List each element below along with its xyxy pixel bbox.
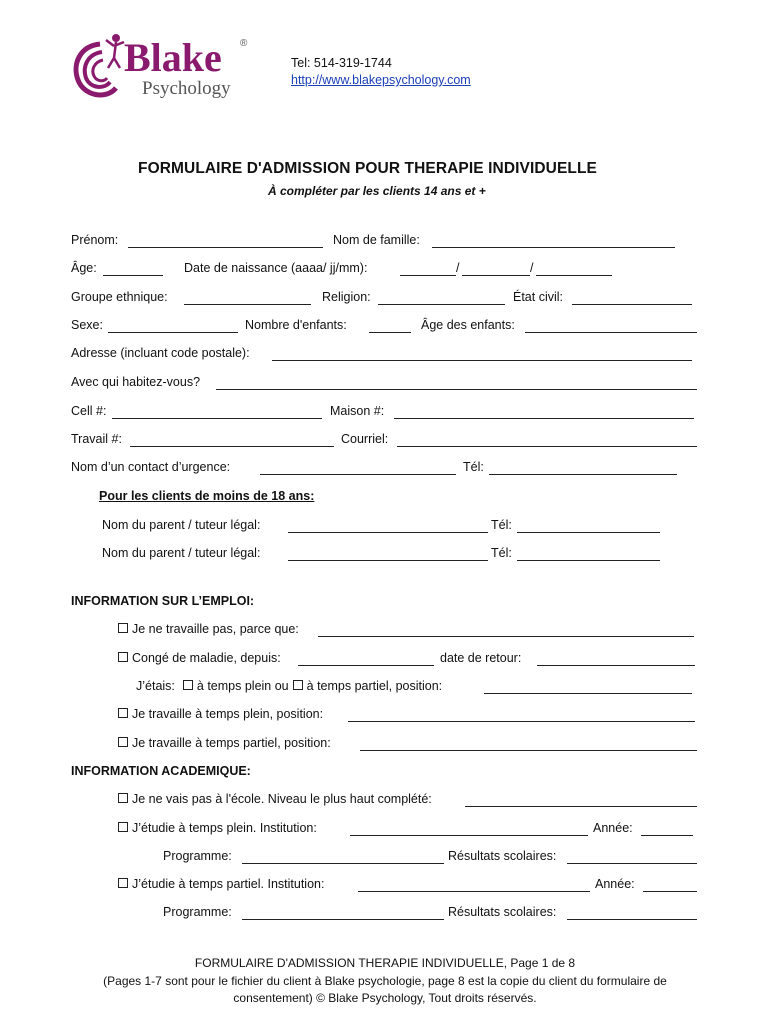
not-school-row [118, 792, 432, 806]
not-working-checkbox[interactable] [118, 623, 128, 633]
religion-label: Religion: [322, 290, 371, 304]
institution1-field[interactable] [350, 835, 588, 836]
age-label: Âge: [71, 261, 97, 275]
maison-field[interactable] [394, 418, 694, 419]
age-enfants-field[interactable] [525, 332, 697, 333]
religion-field[interactable] [378, 304, 505, 305]
nom-famille-label: Nom de famille: [333, 233, 420, 247]
study-part-label: J’étudie à temps partiel. Institution: [132, 877, 325, 891]
annee1-label: Année: [593, 821, 633, 835]
study-full-label: J’étudie à temps plein. Institution: [132, 821, 317, 835]
age-field[interactable] [103, 275, 163, 276]
work-part-row [118, 736, 331, 750]
sick-leave-label: Congé de maladie, depuis: [132, 651, 281, 665]
nom-famille-field[interactable] [432, 247, 675, 248]
position-field[interactable] [484, 693, 692, 694]
was-row [136, 679, 442, 693]
logo-name: Blake [124, 35, 222, 80]
annee2-label: Année: [595, 877, 635, 891]
date-month-field[interactable] [536, 275, 612, 276]
work-part-field[interactable] [360, 750, 697, 751]
courriel-label: Courriel: [341, 432, 389, 446]
not-working-label: Je ne travaille pas, parce que: [132, 622, 299, 636]
cell-label: Cell #: [71, 404, 107, 418]
return-date-label: date de retour: [440, 651, 522, 665]
academic-heading: INFORMATION ACADEMIQUE: [71, 764, 251, 778]
work-full-field[interactable] [348, 721, 695, 722]
prenom-label: Prénom: [71, 233, 119, 247]
phone: Tel: 514-319-1744 [291, 56, 392, 70]
study-full-checkbox[interactable] [118, 822, 128, 832]
groupe-ethnique-field[interactable] [184, 304, 311, 305]
travail-label: Travail #: [71, 432, 122, 446]
parent1-field[interactable] [288, 532, 488, 533]
study-full-row [118, 821, 317, 835]
age-enfants-label: Âge des enfants: [421, 318, 515, 332]
employment-heading: INFORMATION SUR L’EMPLOI: [71, 594, 255, 608]
return-date-field[interactable] [537, 665, 695, 666]
travail-field[interactable] [130, 446, 334, 447]
adresse-label: Adresse (incluant code postale): [71, 346, 250, 360]
parent2-label: Nom du parent / tuteur légal: [102, 546, 261, 560]
tel1-field[interactable] [517, 532, 660, 533]
habitez-label: Avec qui habitez-vous? [71, 375, 201, 389]
etat-civil-field[interactable] [572, 304, 692, 305]
work-part-label: Je travaille à temps partiel, position: [132, 736, 331, 750]
programme2-label: Programme: [163, 905, 232, 919]
not-working-field[interactable] [318, 636, 694, 637]
courriel-field[interactable] [397, 446, 697, 447]
parent1-label: Nom du parent / tuteur légal: [102, 518, 261, 532]
adresse-field[interactable] [272, 360, 692, 361]
was-label: J’étais: [136, 679, 175, 693]
habitez-field[interactable] [216, 389, 697, 390]
not-school-label: Je ne vais pas à l'école. Niveau le plus haut complété: [132, 792, 432, 806]
annee1-field[interactable] [641, 835, 693, 836]
nombre-enfants-label: Nombre d'enfants: [245, 318, 347, 332]
work-full-checkbox[interactable] [118, 708, 128, 718]
sexe-field[interactable] [108, 332, 238, 333]
footer-line-1: FORMULAIRE D'ADMISSION THERAPIE INDIVIDUELLE, Page 1 de 8 [194, 956, 576, 970]
sexe-label: Sexe: [71, 318, 103, 332]
contact-urgence-field[interactable] [260, 474, 456, 475]
resultats1-label: Résultats scolaires: [448, 849, 557, 863]
sick-leave-field[interactable] [298, 665, 434, 666]
part-time-checkbox[interactable] [293, 680, 303, 690]
work-part-checkbox[interactable] [118, 737, 128, 747]
maison-label: Maison #: [330, 404, 385, 418]
date-slash-2: / [530, 261, 534, 275]
work-full-label: Je travaille à temps plein, position: [132, 707, 324, 721]
date-day-field[interactable] [462, 275, 530, 276]
minors-heading: Pour les clients de moins de 18 ans: [99, 489, 315, 503]
date-slash-1: / [456, 261, 460, 275]
resultats2-label: Résultats scolaires: [448, 905, 557, 919]
not-school-field[interactable] [465, 806, 697, 807]
full-time-label: à temps plein ou [196, 679, 289, 693]
groupe-ethnique-label: Groupe ethnique: [71, 290, 168, 304]
institution2-field[interactable] [358, 891, 590, 892]
cell-field[interactable] [112, 418, 322, 419]
footer-line-3: consentement) © Blake Psychology, Tout droits réservés. [233, 991, 537, 1005]
logo-swirl-icon [70, 32, 130, 102]
part-time-label: à temps partiel, position: [306, 679, 443, 693]
study-part-row [118, 877, 324, 891]
parent2-field[interactable] [288, 560, 488, 561]
page-title: FORMULAIRE D'ADMISSION POUR THERAPIE INDIVIDUELLE [138, 160, 597, 177]
resultats1-field[interactable] [567, 863, 697, 864]
work-full-row [118, 707, 323, 721]
contact-urgence-label: Nom d’un contact d’urgence: [71, 460, 231, 474]
logo [70, 32, 255, 104]
prenom-field[interactable] [128, 247, 323, 248]
tel1-label: Tél: [491, 518, 512, 532]
programme1-label: Programme: [163, 849, 232, 863]
date-naissance-label: Date de naissance (aaaa/ jj/mm): [184, 261, 368, 275]
sick-leave-checkbox[interactable] [118, 652, 128, 662]
programme1-field[interactable] [242, 863, 444, 864]
website-link[interactable]: http://www.blakepsychology.com [291, 73, 471, 87]
nombre-enfants-field[interactable] [369, 332, 411, 333]
sick-leave-row [118, 651, 281, 665]
tel2-field[interactable] [517, 560, 660, 561]
not-working-row [118, 622, 299, 636]
etat-civil-label: État civil: [513, 290, 564, 304]
programme2-field[interactable] [242, 919, 444, 920]
study-part-checkbox[interactable] [118, 878, 128, 888]
logo-registered-mark: ® [240, 38, 248, 49]
footer-line-2: (Pages 1-7 sont pour le fichier du client à Blake psychologie, page 8 est la copie du client du formulaire de [103, 974, 667, 988]
date-year-field[interactable] [400, 275, 456, 276]
annee2-field[interactable] [643, 891, 697, 892]
logo-sub: Psychology [142, 78, 231, 99]
page-subtitle: À compléter par les clients 14 ans et + [268, 184, 486, 198]
tel2-label: Tél: [491, 546, 512, 560]
tel-urgence-field[interactable] [489, 474, 677, 475]
full-time-checkbox[interactable] [183, 680, 193, 690]
resultats2-field[interactable] [567, 919, 697, 920]
tel-urgence-label: Tél: [463, 460, 484, 474]
not-school-checkbox[interactable] [118, 793, 128, 803]
